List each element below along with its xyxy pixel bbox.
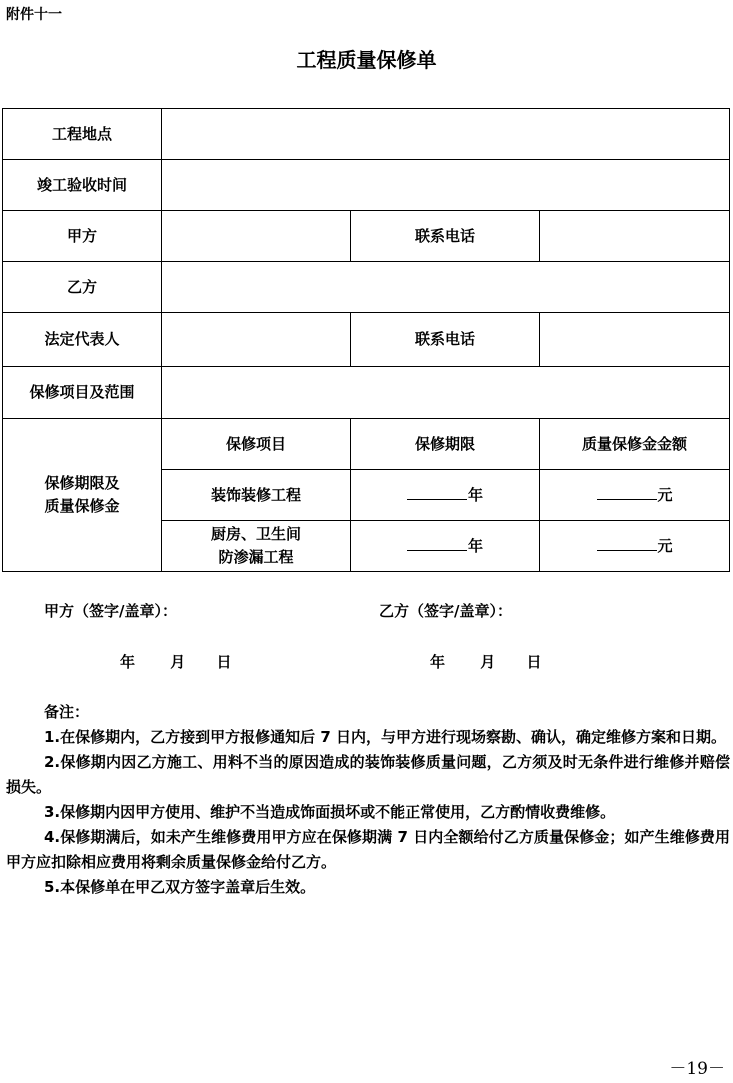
party-a-signature: 甲方（签字/盖章）： <box>44 602 177 620</box>
phone-field-b[interactable] <box>540 313 730 367</box>
completion-field[interactable] <box>162 160 730 211</box>
amount-field-2[interactable] <box>540 521 730 572</box>
scope-field[interactable] <box>162 367 730 419</box>
party-a-day: 日 <box>216 653 232 671</box>
amount-field-1[interactable] <box>540 470 730 521</box>
party-b-field[interactable] <box>162 262 730 313</box>
party-b-month: 月 <box>480 653 496 671</box>
party-a-field[interactable] <box>162 211 351 262</box>
party-b-day: 日 <box>526 653 542 671</box>
warranty-label-line2: 质量保修金 <box>44 497 120 515</box>
party-a-month: 月 <box>170 653 186 671</box>
phone-label-b: 联系电话 <box>351 313 540 367</box>
party-b-signature: 乙方（签字/盖章）： <box>379 602 512 620</box>
note-item-3: 3.保修期内因甲方使用、维护不当造成饰面损坏或不能正常使用，乙方酌情收费维修。 <box>44 803 616 821</box>
warranty-label-line1: 保修期限及 <box>44 474 120 492</box>
period-blank-1[interactable] <box>407 485 467 500</box>
col-header-amount: 质量保修金金额 <box>540 419 730 470</box>
page-title: 工程质量保修单 <box>296 48 437 72</box>
yuan-unit-1: 元 <box>657 485 673 504</box>
legal-rep-label: 法定代表人 <box>3 313 162 367</box>
period-field-2[interactable] <box>351 521 540 572</box>
warranty-label <box>3 419 162 572</box>
col-header-period: 保修期限 <box>351 419 540 470</box>
note-item-5: 5.本保修单在甲乙双方签字盖章后生效。 <box>44 878 316 896</box>
amount-blank-1[interactable] <box>597 485 657 500</box>
col-header-item: 保修项目 <box>162 419 351 470</box>
notes-heading: 备注： <box>44 703 90 721</box>
phone-label-a: 联系电话 <box>351 211 540 262</box>
attachment-label: 附件十一 <box>6 7 62 23</box>
warranty-form-table <box>2 108 730 572</box>
site-label: 工程地点 <box>3 109 162 160</box>
party-a-year: 年 <box>120 653 136 671</box>
year-unit-1: 年 <box>467 485 483 504</box>
page-number: －19－ <box>669 1059 725 1079</box>
completion-label: 竣工验收时间 <box>3 160 162 211</box>
period-field-1[interactable] <box>351 470 540 521</box>
yuan-unit-2: 元 <box>657 536 673 555</box>
item2-line1: 厨房、卫生间 <box>210 525 301 543</box>
item-waterproofing <box>162 521 351 572</box>
item2-line2: 防渗漏工程 <box>218 548 294 566</box>
note-item-1: 1.在保修期内，乙方接到甲方报修通知后 7 日内，与甲方进行现场察勘、确认，确定维修方案和日期。 <box>44 728 727 746</box>
year-unit-2: 年 <box>467 536 483 555</box>
period-blank-2[interactable] <box>407 536 467 551</box>
party-a-date <box>120 651 232 672</box>
party-b-year: 年 <box>430 653 446 671</box>
site-field[interactable] <box>162 109 730 160</box>
amount-blank-2[interactable] <box>597 536 657 551</box>
notes-section <box>6 700 730 900</box>
phone-field-a[interactable] <box>540 211 730 262</box>
party-b-date <box>430 651 542 672</box>
party-a-label: 甲方 <box>3 211 162 262</box>
scope-label: 保修项目及范围 <box>3 367 162 419</box>
party-b-label: 乙方 <box>3 262 162 313</box>
legal-rep-field[interactable] <box>162 313 351 367</box>
item-decoration: 装饰装修工程 <box>162 470 351 521</box>
note-item-4: 4.保修期满后，如未产生维修费用甲方应在保修期满 7 日内全额给付乙方质量保修金；如产生维修费用甲方应扣除相应费用将剩余质量保修金给付乙方。 <box>6 828 730 871</box>
note-item-2: 2.保修期内因乙方施工、用料不当的原因造成的装饰装修质量问题，乙方须及时无条件进行维修并赔偿损失。 <box>6 753 730 796</box>
